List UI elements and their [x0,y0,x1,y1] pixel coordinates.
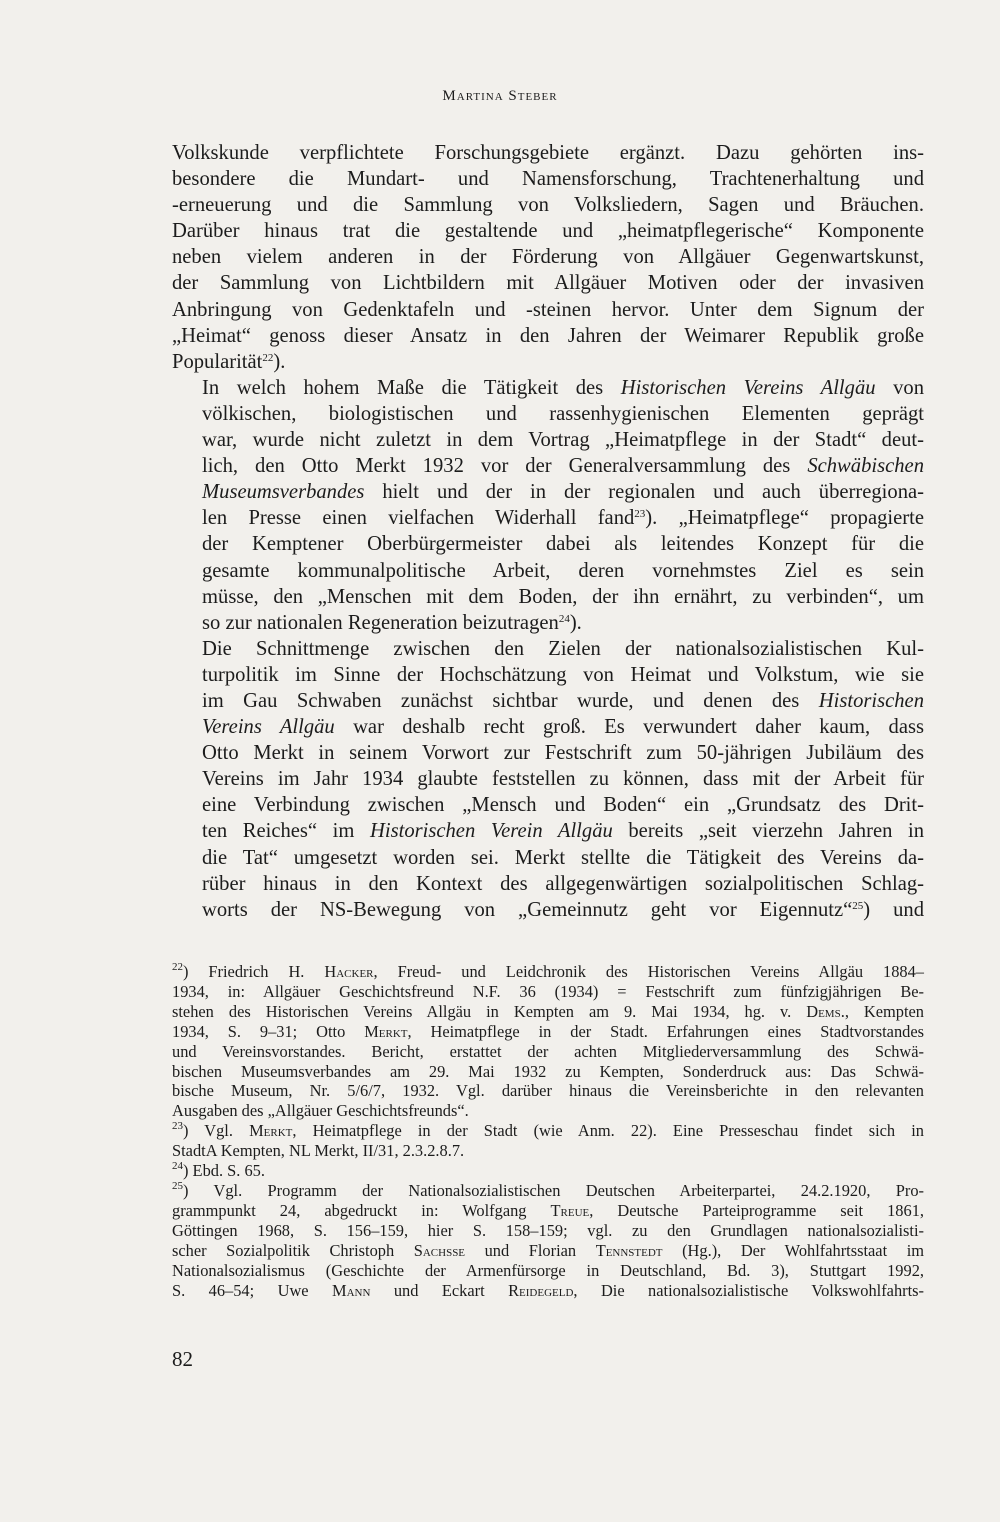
author-name: Reidegeld [508,1280,574,1300]
text-run: stehen des Historischen Vereins Allgäu in Kempten am 9. Mai 1934, hg. v. [172,1001,807,1021]
text-run: (Hg.), Der Wohlfahrtsstaat im [662,1240,924,1260]
running-head: Martina Steber [442,88,558,104]
footnote-ref[interactable]: 22 [262,351,274,364]
author-name: Sachsse [413,1240,466,1260]
footnotes [172,962,924,1300]
text-run: ) und [863,898,924,921]
text-line [172,897,924,923]
text-run: scher Sozialpolitik Christoph [172,1240,414,1260]
text-line [172,375,924,401]
text-line: neben vielem anderen in der Förderung von Allgäuer Gegenwartskunst, [172,246,924,269]
text-line [172,688,924,714]
footnote-line [172,1022,924,1042]
paragraph-1 [172,140,924,375]
footnote-line [172,1121,924,1141]
text-line: Darüber hinaus trat die gestaltende und „heimatpflegerische“ Komponente [172,220,924,243]
text-run: ). „Heimatpflege“ propagierte [645,507,924,530]
text-run: Popularität [172,350,263,373]
italic-title: Schwäbischen [807,455,924,478]
text-run: In welch hohem Maße die Tätigkeit des [202,376,621,399]
italic-title: Vereins Allgäu [202,716,335,739]
text-line [172,714,924,740]
footnote-line [172,1281,924,1301]
page-number: 82 [172,1347,193,1371]
footnote-line: 1934, in: Allgäuer Geschichtsfreund N.F. 36 (1934) = Festschrift zum fünfzigjährigen Be- [172,981,924,1001]
text-line [172,453,924,479]
text-run: , Die nationalsozialistische Volkswohlfahrts- [573,1280,924,1300]
text-line: besondere die Mundart- und Namensforschung, Trachtenerhaltung und [172,168,924,191]
text-run: , Freud- und Leidchronik des Historischen Vereins Allgäu 1884– [373,962,924,981]
text-run: , Kempten [844,1001,924,1021]
author-name: Tennstedt [595,1240,663,1260]
text-run: und Eckart [370,1280,509,1300]
footnote-number: 25 [172,1179,183,1192]
footnote-number: 24 [172,1160,183,1173]
body-text [172,140,924,923]
text-line: Die Schnittmenge zwischen den Zielen der nationalsozialistischen Kul- [202,637,924,660]
text-line [172,505,924,531]
text-line: Anbringung von Gedenktafeln und -steinen hervor. Unter dem Signum der [172,298,924,321]
author-name: Dems. [806,1001,845,1021]
text-run: so zur nationalen Regeneration beizutragen [202,611,559,634]
footnote-line: und Vereinsvorstandes. Bericht, erstattet der achten Mitgliederversammlung des Schwä- [172,1041,924,1061]
text-line: der Sammlung von Lichtbildern mit Allgäuer Motiven oder der invasiven [172,272,924,295]
footnote-number: 23 [172,1120,183,1133]
author-name: Merkt [249,1121,293,1141]
author-name: Mann [332,1280,371,1300]
author-name: Hacker [324,962,374,981]
footnote-line [172,1201,924,1221]
text-line [172,818,924,844]
footnote-line [172,1002,924,1022]
text-run: worts der NS-Bewegung von „Gemeinnutz geht vor Eigennutz“ [202,898,853,921]
text-line: gesamte kommunalpolitische Arbeit, deren vornehmstes Ziel es sein [202,559,924,582]
text-line: rüber hinaus in den Kontext des allgegenwärtigen sozialpolitischen Schlag- [202,872,924,895]
italic-title: Historischen Vereins Allgäu [620,376,876,399]
text-run: grammpunkt 24, abgedruckt in: Wolfgang [172,1200,551,1220]
text-run: im Gau Schwaben zunächst sichtbar wurde, und denen des [202,689,819,712]
text-run: war deshalb recht groß. Es verwundert daher kaum, dass [334,716,924,739]
paragraph-3 [172,636,924,923]
text-run: ). [273,350,286,373]
text-run: ) Friedrich H. [183,962,325,981]
text-run: ) Vgl. [183,1121,250,1141]
text-run: ) Vgl. Programm der Nationalsozialistischen Deutschen Arbeiterpartei, 24.2.1920, Pro- [183,1180,924,1200]
footnote-25 [172,1181,924,1300]
footnote-22 [172,962,924,1121]
footnote-ref[interactable]: 23 [634,508,646,521]
text-line: eine Verbindung zwischen „Mensch und Boden“ ein „Grundsatz des Drit- [202,794,924,817]
footnote-23 [172,1121,924,1161]
footnote-ref[interactable]: 24 [558,612,570,625]
text-run: ten Reiches“ im [202,820,370,843]
text-run: ) Ebd. S. 65. [183,1161,265,1181]
text-line: war, wurde nicht zuletzt in dem Vortrag „Heimatpflege in der Stadt“ deut- [202,429,924,452]
footnote-line: Göttingen 1968, S. 156–159, hier S. 158–159; vgl. zu den Grundlagen nationalsozialisti- [172,1220,924,1240]
text-line: völkischen, biologistischen und rassenhygienischen Elementen geprägt [202,402,924,425]
text-line: Vereins im Jahr 1934 glaubte feststellen zu können, dass mit der Arbeit für [202,768,924,791]
text-line: die Tat“ umgesetzt worden sei. Merkt stellte die Tätigkeit des Vereins da- [202,846,924,869]
text-line: -erneuerung und die Sammlung von Volksliedern, Sagen und Bräuchen. [172,194,924,217]
text-line [172,349,924,375]
footnote-line [172,1181,924,1201]
author-name: Treue [550,1200,590,1220]
text-line: der Kemptener Oberbürgermeister dabei als leitendes Konzept für die [202,533,924,556]
footnote-line [172,1161,924,1181]
author-name: Merkt [364,1021,408,1041]
footnote-line: bischen Museumsverbandes am 29. Mai 1932 zu Kempten, Sonderdruck aus: Das Schwä- [172,1061,924,1081]
footnote-number: 22 [172,961,183,973]
text-run: hielt und der in der regionalen und auch überregiona- [364,481,924,504]
italic-title: Historischen [818,689,924,712]
text-line: Volkskunde verpflichtete Forschungsgebiete ergänzt. Dazu gehörten ins- [172,142,924,164]
text-line [172,610,924,636]
text-run: ). [569,611,582,634]
footnote-line [172,962,924,982]
text-run: von [875,376,924,399]
text-run: und Florian [465,1240,596,1260]
text-run: S. 46–54; Uwe [172,1280,333,1300]
paragraph-2 [172,375,924,636]
text-run: lich, den Otto Merkt 1932 vor der Generalversammlung des [202,455,808,478]
text-line: müsse, den „Menschen mit dem Boden, der ihn ernährt, zu verbinden“, um [202,585,924,608]
footnote-line: Nationalsozialismus (Geschichte der Armenfürsorge in Deutschland, Bd. 3), Stuttgart 1992, [172,1260,924,1280]
footnote-line: bische Museum, Nr. 5/6/7, 1932. Vgl. darüber hinaus die Vereinsberichte in den relevanten [172,1081,924,1101]
text-run: bereits „seit vierzehn Jahren in [612,820,924,843]
footnote-ref[interactable]: 25 [852,899,864,912]
text-run: 1934, S. 9–31; Otto [172,1021,365,1041]
text-run: , Heimatpflege in der Stadt. Erfahrungen eines Stadtvorstandes [407,1021,924,1041]
text-run: len Presse einen vielfachen Widerhall fand [202,507,635,530]
footnote-line: StadtA Kempten, NL Merkt, II/31, 2.3.2.8.7. [172,1141,465,1161]
text-line [172,479,924,505]
footnote-line [172,1241,924,1261]
footnote-line: Ausgaben des „Allgäuer Geschichtsfreunds“. [172,1101,469,1121]
footnote-24 [172,1161,924,1181]
text-line: turpolitik im Sinne der Hochschätzung von Heimat und Volkstum, wie sie [202,663,924,686]
italic-title: Museumsverbandes [202,481,365,504]
text-run: , Deutsche Parteiprogramme seit 1861, [589,1200,924,1220]
text-run: , Heimatpflege in der Stadt (wie Anm. 22). Eine Presseschau findet sich in [292,1121,924,1141]
text-line: Otto Merkt in seinem Vorwort zur Festschrift zum 50-jährigen Jubiläum des [202,742,924,765]
italic-title: Historischen Verein Allgäu [369,820,613,843]
text-line: „Heimat“ genoss dieser Ansatz in den Jahren der Weimarer Republik große [172,324,924,347]
